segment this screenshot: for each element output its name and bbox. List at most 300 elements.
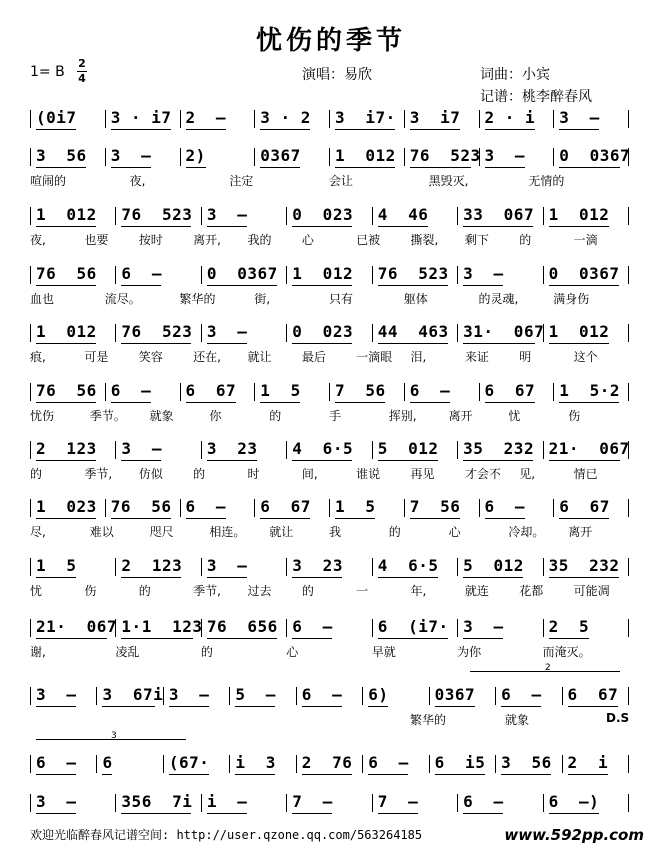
measure: 35 232 bbox=[463, 439, 535, 458]
lyric: 离开 bbox=[568, 525, 593, 539]
measure: 76 523 bbox=[377, 264, 449, 283]
measure: 0367 bbox=[434, 685, 476, 704]
lyric: 无情的 bbox=[528, 174, 565, 188]
lyric: 的 bbox=[138, 584, 151, 598]
measure: 4 6·5 bbox=[377, 556, 439, 575]
note-row bbox=[0, 264, 662, 284]
measure: 2) bbox=[185, 146, 206, 165]
lyric: 手 bbox=[329, 409, 342, 423]
beam-underline bbox=[549, 577, 619, 578]
measure: 3 – bbox=[559, 108, 600, 127]
measure: 2 – bbox=[185, 108, 227, 127]
beam-underline bbox=[378, 285, 448, 286]
volta-number: 3 bbox=[111, 731, 117, 741]
lyric: 季节。 bbox=[89, 409, 126, 423]
time-signature bbox=[77, 58, 87, 85]
beam-underline bbox=[186, 167, 206, 168]
beam-underline bbox=[207, 813, 247, 814]
measure: 7 56 bbox=[409, 497, 461, 516]
measure: 76 523 bbox=[121, 205, 193, 224]
measure: 3 23 bbox=[292, 556, 343, 575]
lyric: 难以 bbox=[89, 525, 114, 539]
measure: 3 – bbox=[206, 556, 248, 575]
beam-underline bbox=[121, 226, 191, 227]
lyric: 伤 bbox=[568, 409, 581, 423]
lyric: 就连 bbox=[464, 584, 489, 598]
beam-underline bbox=[378, 460, 438, 461]
lyric: 最后 bbox=[301, 350, 326, 364]
note-row bbox=[0, 322, 662, 342]
beam-underline bbox=[559, 402, 619, 403]
beam-underline bbox=[260, 167, 300, 168]
beam-underline bbox=[36, 813, 76, 814]
beam-underline bbox=[559, 518, 609, 519]
beam-underline bbox=[368, 774, 408, 775]
beam-underline bbox=[549, 460, 620, 461]
lyric: 再见 bbox=[410, 467, 435, 481]
beam-underline bbox=[121, 343, 191, 344]
measure: 6 i5 bbox=[434, 753, 486, 772]
measure: 6 67 bbox=[567, 685, 619, 704]
lyric: 流尽。 bbox=[104, 292, 141, 306]
measure: 6 67 bbox=[260, 497, 311, 516]
measure: i – bbox=[206, 792, 248, 811]
measure: 76 56 bbox=[36, 264, 97, 283]
beam-underline bbox=[559, 129, 599, 130]
measure: 6 – bbox=[484, 497, 526, 516]
lyric: 这个 bbox=[573, 350, 598, 364]
beam-underline bbox=[36, 706, 76, 707]
lyric: 血也 bbox=[30, 292, 55, 306]
measure: 3 23 bbox=[206, 439, 258, 458]
beam-underline bbox=[335, 167, 395, 168]
lyric: 我的 bbox=[247, 233, 272, 247]
beam-underline bbox=[121, 285, 161, 286]
measure: 21· 067 bbox=[548, 439, 630, 458]
beam-underline bbox=[292, 226, 352, 227]
measure: 1 5 bbox=[260, 381, 301, 400]
lyric: 还在, bbox=[193, 350, 221, 364]
beam-underline bbox=[121, 460, 161, 461]
measure: 7 – bbox=[292, 792, 333, 811]
beam-underline bbox=[36, 402, 96, 403]
measure: 6 (i7· bbox=[377, 617, 449, 636]
measure: 35 232 bbox=[548, 556, 620, 575]
lyric: 冷却。 bbox=[508, 525, 545, 539]
measure: 76 523 bbox=[409, 146, 481, 165]
measure: 31· 067 bbox=[463, 322, 545, 341]
lyric: 尽, bbox=[30, 525, 46, 539]
composer-credit: 词曲：小宾 bbox=[480, 67, 550, 83]
measure: 2 76 bbox=[301, 753, 353, 772]
lyric: 街, bbox=[254, 292, 271, 306]
lyric: 已被 bbox=[356, 233, 381, 247]
beam-underline bbox=[410, 402, 450, 403]
measure: 1 5·2 bbox=[559, 381, 621, 400]
beam-underline bbox=[501, 706, 541, 707]
note-row bbox=[0, 753, 662, 773]
lyric: 痕, bbox=[30, 350, 46, 364]
beam-underline bbox=[463, 285, 503, 286]
beam-underline bbox=[485, 518, 525, 519]
lyric: 只有 bbox=[329, 292, 354, 306]
measure: 2 5 bbox=[548, 617, 590, 636]
measure: 1 012 bbox=[335, 146, 396, 165]
site-watermark: www.592pp.com bbox=[504, 826, 644, 844]
measure: 356 7i bbox=[121, 792, 193, 811]
beam-underline bbox=[335, 518, 375, 519]
measure: 3 – bbox=[463, 617, 504, 636]
lyric: 撕裂, bbox=[410, 233, 439, 247]
time-signature-top: 2 bbox=[78, 57, 86, 70]
measure: 5 012 bbox=[377, 439, 439, 458]
beam-underline bbox=[121, 813, 191, 814]
lyric: 我 bbox=[329, 525, 342, 539]
lyric: 心 bbox=[448, 525, 461, 539]
note-row bbox=[0, 439, 662, 459]
lyric: 喧闹的 bbox=[30, 174, 67, 188]
beam-underline bbox=[207, 638, 277, 639]
measure: 3 – bbox=[36, 685, 77, 704]
measure: 2 123 bbox=[36, 439, 97, 458]
lyric: 咫尺 bbox=[149, 525, 174, 539]
measure: 3 – bbox=[484, 146, 526, 165]
lyric: 的灵魂, bbox=[478, 292, 519, 306]
lyric: 就象 bbox=[505, 713, 530, 727]
lyric: 就让 bbox=[269, 525, 294, 539]
beam-underline bbox=[36, 226, 96, 227]
lyric: 一 bbox=[356, 584, 369, 598]
measure: 6 67 bbox=[484, 381, 536, 400]
measure: 0 023 bbox=[292, 205, 354, 224]
beam-underline bbox=[102, 774, 112, 775]
measure: 6 bbox=[102, 753, 113, 772]
note-row bbox=[0, 792, 662, 812]
beam-underline bbox=[485, 129, 535, 130]
lyric: 注定 bbox=[229, 174, 254, 188]
volta-number: 2 bbox=[545, 663, 551, 673]
measure: 6 – bbox=[110, 381, 152, 400]
beam-underline bbox=[111, 518, 171, 519]
lyric: 心 bbox=[286, 645, 299, 659]
lyric: 的 bbox=[519, 233, 532, 247]
beam-underline bbox=[260, 518, 310, 519]
singer-credit: 演唱：易欣 bbox=[302, 67, 372, 83]
beam-underline bbox=[186, 402, 236, 403]
measure: 6) bbox=[368, 685, 389, 704]
beam-underline bbox=[292, 577, 342, 578]
lyric: 可能凋 bbox=[573, 584, 610, 598]
beam-underline bbox=[36, 518, 96, 519]
lyric: 也要 bbox=[84, 233, 109, 247]
note-row bbox=[0, 685, 662, 705]
measure: 4 46 bbox=[377, 205, 429, 224]
measure: 6 – bbox=[121, 264, 162, 283]
beam-underline bbox=[36, 638, 107, 639]
beam-underline bbox=[485, 167, 525, 168]
measure: 3 – bbox=[168, 685, 210, 704]
lyric: 过去 bbox=[247, 584, 272, 598]
lyric: 繁华的 bbox=[179, 292, 216, 306]
measure: 0 0367 bbox=[548, 264, 620, 283]
measure: 3 67i bbox=[102, 685, 164, 704]
lyric: 的 bbox=[200, 645, 213, 659]
beam-underline bbox=[302, 706, 342, 707]
measure: 76 523 bbox=[121, 322, 193, 341]
lyric: 的 bbox=[30, 467, 43, 481]
measure: 0 0367 bbox=[206, 264, 278, 283]
measure: 1 012 bbox=[548, 322, 610, 341]
beam-underline bbox=[36, 285, 96, 286]
measure: 6 – bbox=[501, 685, 542, 704]
beam-underline bbox=[549, 285, 619, 286]
lyric: 谢, bbox=[30, 645, 46, 659]
dal-segno-mark: D.S bbox=[606, 711, 630, 725]
lyric: 笑容 bbox=[138, 350, 163, 364]
measure: 2 i bbox=[567, 753, 609, 772]
beam-underline bbox=[121, 577, 181, 578]
lyric: 伤 bbox=[84, 584, 97, 598]
measure: 1 5 bbox=[335, 497, 376, 516]
beam-underline bbox=[463, 577, 523, 578]
beam-underline bbox=[378, 577, 438, 578]
measure: 1 023 bbox=[36, 497, 97, 516]
measure: 5 – bbox=[235, 685, 276, 704]
beam-underline bbox=[36, 577, 76, 578]
beam-underline bbox=[568, 774, 608, 775]
measure: 6 67 bbox=[559, 497, 610, 516]
measure: 6 – bbox=[36, 753, 77, 772]
measure: 6 – bbox=[463, 792, 504, 811]
lyric: 忧伤 bbox=[30, 409, 55, 423]
beam-underline bbox=[410, 129, 460, 130]
lyric: 来证 bbox=[464, 350, 489, 364]
lyric: 时 bbox=[247, 467, 260, 481]
beam-underline bbox=[102, 706, 154, 707]
beam-underline bbox=[549, 813, 599, 814]
beam-underline bbox=[36, 343, 96, 344]
beam-underline bbox=[207, 285, 277, 286]
measure: 6 – bbox=[368, 753, 409, 772]
measure: 21· 067 bbox=[36, 617, 118, 636]
lyric: 明 bbox=[519, 350, 532, 364]
beam-underline bbox=[260, 129, 310, 130]
note-row bbox=[0, 108, 662, 128]
lyric: 而淹灭。 bbox=[542, 645, 591, 659]
measure: 6 – bbox=[292, 617, 333, 636]
beam-underline bbox=[111, 129, 171, 130]
lyric: 泪, bbox=[410, 350, 427, 364]
lyric: 见, bbox=[519, 467, 536, 481]
measure: 5 012 bbox=[463, 556, 524, 575]
beam-underline bbox=[292, 343, 352, 344]
lyric: 黑毁灭, bbox=[428, 174, 469, 188]
beam-underline bbox=[435, 706, 475, 707]
beam-underline bbox=[378, 813, 418, 814]
beam-underline bbox=[549, 638, 589, 639]
beam-underline bbox=[36, 167, 86, 168]
lyric: 可是 bbox=[84, 350, 109, 364]
lyric: 一滴眼 bbox=[356, 350, 393, 364]
measure: 3 56 bbox=[501, 753, 552, 772]
beam-underline bbox=[463, 813, 503, 814]
lyric: 离开 bbox=[448, 409, 473, 423]
transcriber-credit: 记谱：桃李醉春风 bbox=[480, 89, 592, 105]
lyric: 仿似 bbox=[138, 467, 163, 481]
footer-text: 欢迎光临醉春风记谱空间: http://user.qzone.qq.com/563264185 bbox=[30, 828, 423, 842]
note-row bbox=[0, 617, 662, 637]
lyric: 剩下 bbox=[464, 233, 489, 247]
beam-underline bbox=[111, 167, 151, 168]
measure: 3 – bbox=[206, 205, 248, 224]
measure: 3 – bbox=[110, 146, 152, 165]
lyric: 相连。 bbox=[209, 525, 246, 539]
measure: 6 –) bbox=[548, 792, 600, 811]
beam-underline bbox=[335, 402, 385, 403]
beam-underline bbox=[378, 343, 448, 344]
measure: 3 · 2 bbox=[260, 108, 311, 127]
measure: 3 – bbox=[206, 322, 248, 341]
lyric: 凌乱 bbox=[115, 645, 140, 659]
beam-underline bbox=[335, 129, 395, 130]
lyric: 情已 bbox=[573, 467, 598, 481]
measure: 2 · i bbox=[484, 108, 536, 127]
beam-underline bbox=[549, 226, 609, 227]
lyric: 为你 bbox=[457, 645, 482, 659]
lyric: 忧 bbox=[508, 409, 521, 423]
lyric: 年, bbox=[410, 584, 427, 598]
lyric: 你 bbox=[209, 409, 222, 423]
beam-underline bbox=[368, 706, 388, 707]
measure: 3 i7 bbox=[409, 108, 461, 127]
lyric: 夜, bbox=[129, 174, 146, 188]
measure: 6 67 bbox=[185, 381, 237, 400]
measure: 3 – bbox=[121, 439, 162, 458]
beam-underline bbox=[111, 402, 151, 403]
note-row bbox=[0, 205, 662, 225]
measure: 1 5 bbox=[36, 556, 77, 575]
beam-underline bbox=[463, 226, 533, 227]
beam-underline bbox=[549, 343, 609, 344]
beam-underline bbox=[186, 129, 226, 130]
beam-underline bbox=[169, 706, 209, 707]
beam-underline bbox=[568, 706, 618, 707]
measure: 2 123 bbox=[121, 556, 183, 575]
beam-underline bbox=[235, 774, 275, 775]
measure: (0i7 bbox=[36, 108, 77, 127]
beam-underline bbox=[207, 343, 247, 344]
beam-underline bbox=[186, 518, 226, 519]
lyric: 满身伤 bbox=[553, 292, 590, 306]
measure: 3 56 bbox=[36, 146, 87, 165]
song-title: 忧伤的季节 bbox=[255, 26, 406, 56]
measure: 0367 bbox=[260, 146, 301, 165]
lyric: 夜, bbox=[30, 233, 46, 247]
lyric: 的 bbox=[269, 409, 282, 423]
measure: 6 – bbox=[409, 381, 451, 400]
lyric: 繁华的 bbox=[410, 713, 447, 727]
key-signature: 1= B bbox=[30, 64, 65, 80]
note-row bbox=[0, 556, 662, 576]
lyric: 早就 bbox=[371, 645, 396, 659]
lyric: 花都 bbox=[519, 584, 544, 598]
measure: 6 – bbox=[185, 497, 227, 516]
note-row bbox=[0, 381, 662, 401]
note-row bbox=[0, 497, 662, 517]
time-signature-bottom: 4 bbox=[78, 72, 86, 85]
beam-underline bbox=[410, 167, 471, 168]
measure: 1 012 bbox=[36, 205, 97, 224]
measure: 3 · i7 bbox=[110, 108, 172, 127]
beam-underline bbox=[207, 577, 247, 578]
lyric: 季节, bbox=[84, 467, 113, 481]
beam-underline bbox=[121, 638, 192, 639]
measure: 6 – bbox=[301, 685, 343, 704]
measure: 3 – bbox=[36, 792, 77, 811]
lyric: 的 bbox=[193, 467, 206, 481]
measure: 44 463 bbox=[377, 322, 449, 341]
measure: 76 56 bbox=[36, 381, 97, 400]
note-row bbox=[0, 146, 662, 166]
measure: 1 012 bbox=[36, 322, 97, 341]
beam-underline bbox=[378, 638, 448, 639]
measure: 4 6·5 bbox=[292, 439, 354, 458]
lyric: 谁说 bbox=[356, 467, 381, 481]
measure: 76 56 bbox=[110, 497, 172, 516]
beam-underline bbox=[410, 518, 460, 519]
lyric: 就让 bbox=[247, 350, 272, 364]
beam-underline bbox=[36, 774, 76, 775]
lyric: 忧 bbox=[30, 584, 43, 598]
beam-underline bbox=[36, 460, 96, 461]
lyric: 按时 bbox=[138, 233, 163, 247]
beam-underline bbox=[435, 774, 485, 775]
beam-underline bbox=[207, 460, 257, 461]
beam-underline bbox=[463, 638, 503, 639]
beam-underline bbox=[501, 774, 551, 775]
lyric: 一滴 bbox=[573, 233, 598, 247]
beam-underline bbox=[36, 129, 76, 130]
lyric: 的 bbox=[388, 525, 401, 539]
beam-underline bbox=[292, 638, 332, 639]
measure: (67· bbox=[168, 753, 210, 772]
beam-underline bbox=[559, 167, 620, 168]
lyric: 躯体 bbox=[403, 292, 428, 306]
lyric: 挥别, bbox=[388, 409, 417, 423]
beam-underline bbox=[207, 226, 247, 227]
measure: 3 i7· bbox=[335, 108, 396, 127]
lyric: 离开, bbox=[193, 233, 221, 247]
beam-underline bbox=[260, 402, 300, 403]
beam-underline bbox=[169, 774, 209, 775]
lyric: 就象 bbox=[149, 409, 174, 423]
lyric: 季节, bbox=[193, 584, 221, 598]
beam-underline bbox=[292, 460, 352, 461]
measure: 0 0367 bbox=[559, 146, 631, 165]
lyric: 间, bbox=[301, 467, 318, 481]
measure: 33 067 bbox=[463, 205, 535, 224]
measure: 76 656 bbox=[206, 617, 278, 636]
lyric: 心 bbox=[301, 233, 314, 247]
beam-underline bbox=[302, 774, 352, 775]
lyric: 的 bbox=[301, 584, 314, 598]
measure: 1 012 bbox=[292, 264, 354, 283]
measure: 3 – bbox=[463, 264, 504, 283]
beam-underline bbox=[378, 226, 428, 227]
beam-underline bbox=[485, 402, 535, 403]
lyric: 才会不 bbox=[464, 467, 501, 481]
beam-underline bbox=[463, 460, 533, 461]
